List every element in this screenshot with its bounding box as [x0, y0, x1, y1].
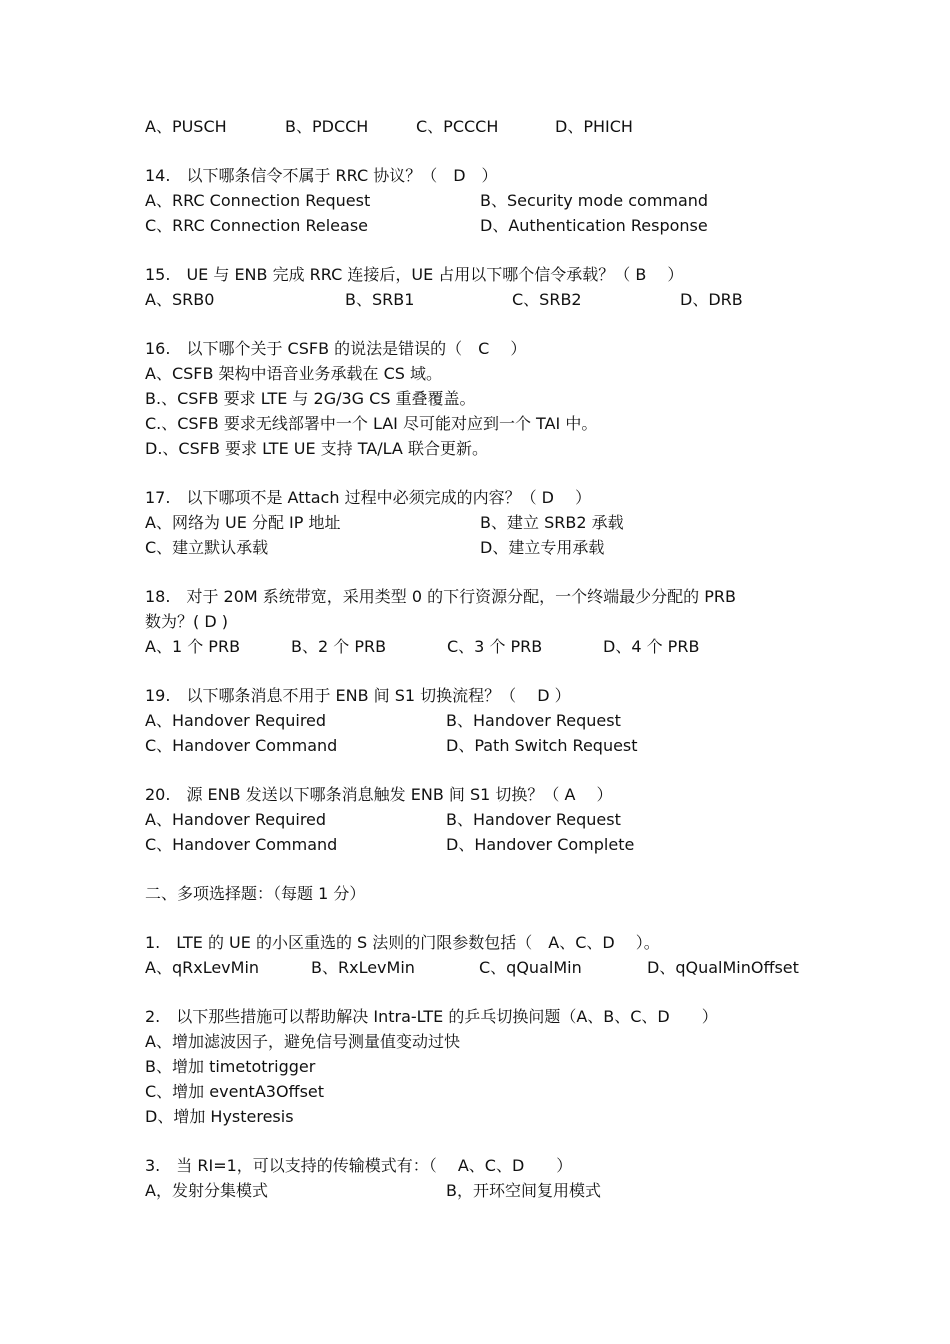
- q18-option-a: A、1 个 PRB: [145, 637, 241, 656]
- q14-stem: 14. 以下哪条信令不属于 RRC 协议？（ D ）: [145, 166, 498, 185]
- q13-option-a: A、PUSCH: [145, 117, 227, 136]
- q14-option-b: B、Security mode command: [480, 191, 709, 210]
- m1-options: [145, 955, 825, 980]
- q15-stem: 15. UE 与 ENB 完成 RRC 连接后，UE 占用以下哪个信令承载？（ B ）: [145, 265, 684, 284]
- q18-options: [145, 634, 825, 659]
- q17-options-row2: [145, 535, 825, 560]
- q20-stem: 20. 源 ENB 发送以下哪条消息触发 ENB 间 S1 切换？（ A ）: [145, 785, 613, 804]
- q17-stem: 17. 以下哪项不是 Attach 过程中必须完成的内容？（ D ）: [145, 488, 592, 507]
- q13-option-d: D、PHICH: [555, 117, 633, 136]
- q20-option-b: B、Handover Request: [446, 810, 621, 829]
- q19-options-row2: [145, 733, 825, 758]
- q16-option-b: B.、CSFB 要求 LTE 与 2G/3G CS 重叠覆盖。: [145, 389, 476, 408]
- q14-options-row2: [145, 213, 825, 238]
- q16-option-c: C.、CSFB 要求无线部署中一个 LAI 尽可能对应到一个 TAI 中。: [145, 414, 598, 433]
- q19-option-a: A、Handover Required: [145, 711, 327, 730]
- q16-stem: 16. 以下哪个关于 CSFB 的说法是错误的（ C ）: [145, 339, 527, 358]
- q19-options-row1: [145, 708, 825, 733]
- q17-option-c: C、建立默认承载: [145, 538, 269, 557]
- q20-options-row1: [145, 807, 825, 832]
- m3-option-a: A，发射分集模式: [145, 1181, 268, 1200]
- q13-options: [145, 114, 825, 139]
- m1-option-b: B、RxLevMin: [311, 958, 415, 977]
- m2-option-a: A、增加滤波因子，避免信号测量值变动过快: [145, 1032, 460, 1051]
- m3-stem: 3. 当 RI=1，可以支持的传输模式有：（ A、C、D ）: [145, 1156, 573, 1175]
- q15-option-b: B、SRB1: [345, 290, 415, 309]
- q18-option-c: C、3 个 PRB: [447, 637, 543, 656]
- q16-option-a: A、CSFB 架构中语音业务承载在 CS 域。: [145, 364, 443, 383]
- m1-option-c: C、qQualMin: [479, 958, 582, 977]
- q14-option-a: A、RRC Connection Request: [145, 191, 371, 210]
- q13-option-b: B、PDCCH: [285, 117, 369, 136]
- q20-option-d: D、Handover Complete: [446, 835, 635, 854]
- q19-stem: 19. 以下哪条消息不用于 ENB 间 S1 切换流程？（ D ）: [145, 686, 571, 705]
- q15-option-a: A、SRB0: [145, 290, 215, 309]
- q15-option-d: D、DRB: [680, 290, 743, 309]
- q14-option-c: C、RRC Connection Release: [145, 216, 369, 235]
- q15-option-c: C、SRB2: [512, 290, 582, 309]
- question-list: [145, 114, 825, 1203]
- m1-option-d: D、qQualMinOffset: [647, 958, 799, 977]
- q18-stem-line2: 数为？( D ): [145, 612, 228, 631]
- q17-option-d: D、建立专用承载: [480, 538, 605, 557]
- q14-options-row1: [145, 188, 825, 213]
- q19-option-d: D、Path Switch Request: [446, 736, 638, 755]
- q18-stem-line1: 18. 对于 20M 系统带宽，采用类型 0 的下行资源分配，一个终端最少分配的 PRB: [145, 587, 736, 606]
- q15-options: [145, 287, 825, 312]
- q17-options-row1: [145, 510, 825, 535]
- q19-option-b: B、Handover Request: [446, 711, 621, 730]
- q18-option-b: B、2 个 PRB: [291, 637, 387, 656]
- q13-option-c: C、PCCCH: [416, 117, 499, 136]
- m2-option-b: B、增加 timetotrigger: [145, 1057, 316, 1076]
- m3-options: [145, 1178, 825, 1203]
- q14-option-d: D、Authentication Response: [480, 216, 708, 235]
- q18-option-d: D、4 个 PRB: [603, 637, 700, 656]
- q17-option-b: B、建立 SRB2 承载: [480, 513, 624, 532]
- q17-option-a: A、网络为 UE 分配 IP 地址: [145, 513, 341, 532]
- m2-option-d: D、增加 Hysteresis: [145, 1107, 294, 1126]
- q20-option-c: C、Handover Command: [145, 835, 338, 854]
- m2-option-c: C、增加 eventA3Offset: [145, 1082, 325, 1101]
- q19-option-c: C、Handover Command: [145, 736, 338, 755]
- m3-option-b: B，开环空间复用模式: [446, 1181, 601, 1200]
- m1-option-a: A、qRxLevMin: [145, 958, 260, 977]
- m1-stem: 1. LTE 的 UE 的小区重选的 S 法则的门限参数包括（ A、C、D ）。: [145, 933, 660, 952]
- section-title: 二、多项选择题：（每题 1 分）: [145, 884, 366, 903]
- q20-options-row2: [145, 832, 825, 857]
- q20-option-a: A、Handover Required: [145, 810, 327, 829]
- q16-option-d: D.、CSFB 要求 LTE UE 支持 TA/LA 联合更新。: [145, 439, 488, 458]
- m2-stem: 2. 以下那些措施可以帮助解决 Intra-LTE 的乒乓切换问题（A、B、C、D ）: [145, 1007, 718, 1026]
